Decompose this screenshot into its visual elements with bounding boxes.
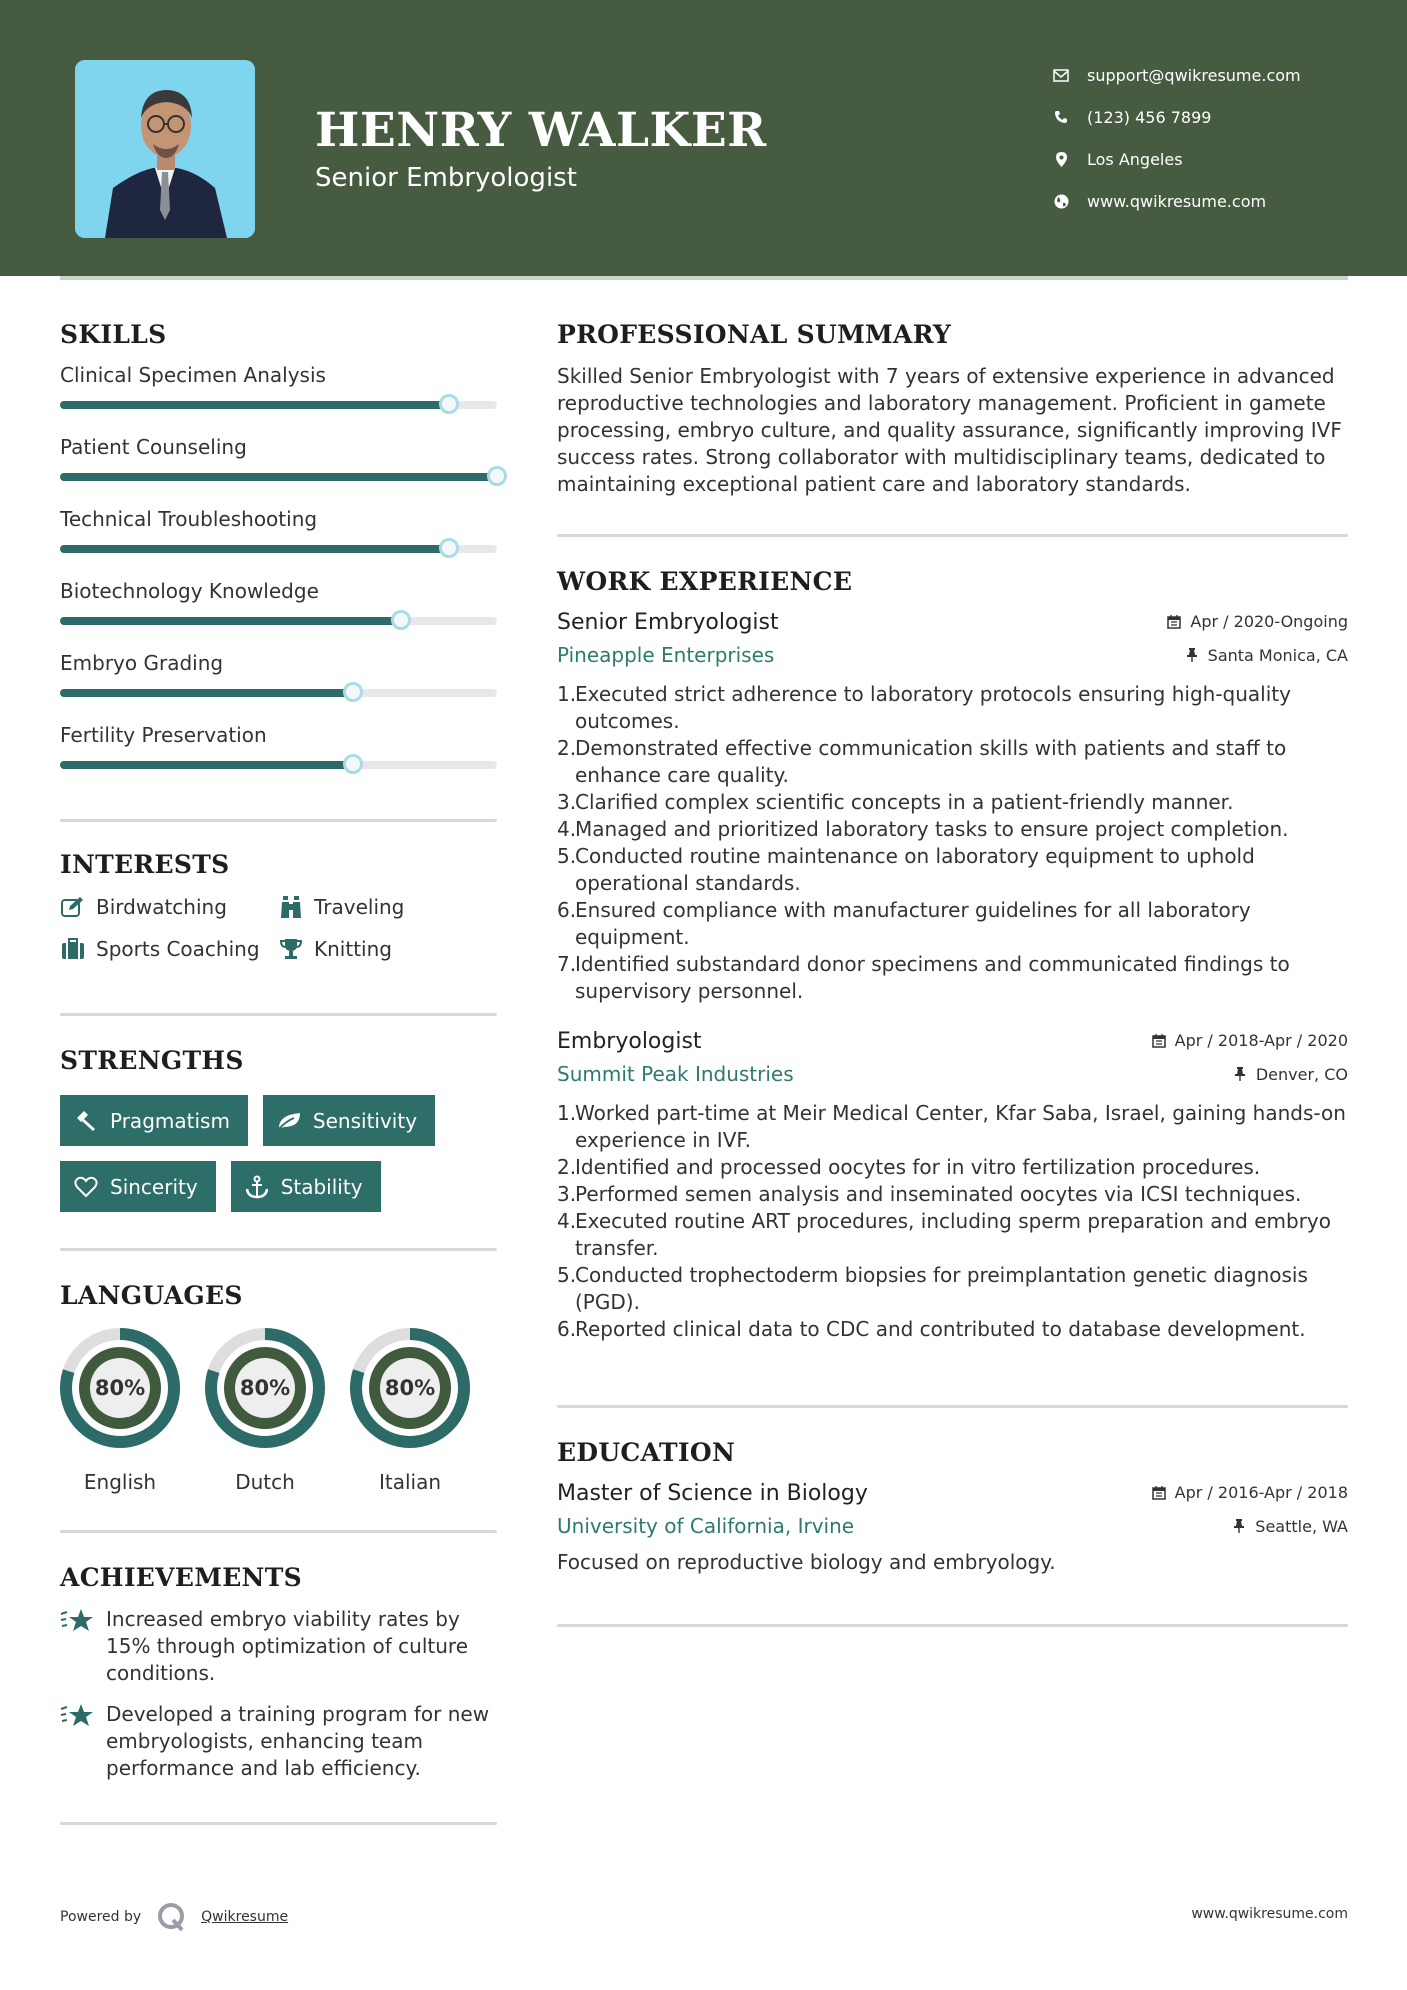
- language-item: [60, 1328, 180, 1494]
- skill-bar-thumb: [391, 610, 411, 630]
- profile-photo: [75, 60, 255, 238]
- anchor-icon: [243, 1174, 271, 1200]
- section-divider: [557, 534, 1348, 537]
- experience-section: [557, 567, 1348, 1343]
- skill-label: Embryo Grading: [60, 651, 224, 675]
- contact-website[interactable]: www.qwikresume.com: [1050, 180, 1301, 222]
- section-divider: [557, 1405, 1348, 1408]
- bullet-item: 4. Managed and prioritized laboratory tasks to ensure project completion.: [557, 817, 1289, 841]
- job-location: Denver, CO: [1232, 1065, 1348, 1084]
- language-name: English: [83, 1470, 157, 1494]
- company-name: Pineapple Enterprises: [557, 643, 775, 667]
- skill-bar-thumb: [439, 538, 459, 558]
- bullet-item: 3. Performed semen analysis and inseminated oocytes via ICSI techniques.: [557, 1182, 1302, 1206]
- heart-icon: [72, 1174, 100, 1200]
- calendar-icon: [1151, 1033, 1167, 1049]
- skill-bar-fill: [60, 545, 449, 553]
- powered-by-label: Powered by: [60, 1909, 142, 1925]
- job-entry: [557, 1029, 1348, 1343]
- education-section: [557, 1438, 1348, 1574]
- resume-header: [0, 0, 1407, 276]
- language-item: [350, 1328, 470, 1494]
- skill-bar-thumb: [439, 394, 459, 414]
- strengths-section: [60, 1046, 497, 1212]
- skill-item: [60, 579, 497, 625]
- calendar-icon: [1151, 1485, 1167, 1501]
- section-divider: [60, 819, 497, 822]
- language-item: [205, 1328, 325, 1494]
- section-title: PROFESSIONAL SUMMARY: [557, 320, 952, 349]
- bullet-item: 6. Reported clinical data to CDC and contributed to database development.: [557, 1317, 1306, 1341]
- job-bullets: [557, 1100, 1348, 1343]
- footer-website-link[interactable]: www.qwikresume.com: [1191, 1906, 1348, 1922]
- strength-badge: Stability: [231, 1161, 381, 1212]
- summary-section: [557, 320, 1348, 498]
- binoculars-icon: [278, 895, 304, 919]
- trophy-icon: [278, 937, 304, 961]
- shooting-star-icon: [60, 1606, 96, 1687]
- candidate-name: HENRY WALKER: [315, 103, 767, 158]
- right-column: [557, 320, 1348, 1627]
- footer-branding: [60, 1902, 288, 1932]
- skills-section: [60, 320, 497, 769]
- language-name: Dutch: [235, 1470, 295, 1494]
- job-bullets: [557, 681, 1348, 1005]
- section-title: INTERESTS: [60, 850, 230, 879]
- education-entry: [557, 1481, 1348, 1574]
- bullet-item: 5. Conducted trophectoderm biopsies for preimplantation genetic diagnosis (PGD).: [557, 1263, 1308, 1314]
- bullet-item: 6. Ensured compliance with manufacturer guidelines for all laboratory equipment.: [557, 898, 1251, 949]
- skill-bar-fill: [60, 617, 401, 625]
- section-title: EDUCATION: [557, 1438, 736, 1467]
- skill-bar: [60, 401, 497, 409]
- strength-badge: Sincerity: [60, 1161, 216, 1212]
- bullet-item: 1. Worked part-time at Meir Medical Center, Kfar Saba, Israel, gaining hands-on experience in IVF.: [557, 1101, 1346, 1152]
- skill-item: [60, 723, 497, 769]
- school-name: University of California, Irvine: [557, 1514, 855, 1538]
- interests-section: [60, 850, 497, 961]
- contact-list: [1050, 54, 1301, 222]
- section-divider: [557, 1624, 1348, 1627]
- interest-item: Sports Coaching: [60, 937, 278, 961]
- section-title: LANGUAGES: [60, 1281, 243, 1310]
- education-description: Focused on reproductive biology and embryology.: [557, 1550, 1056, 1574]
- company-name: Summit Peak Industries: [557, 1062, 794, 1086]
- education-location: Seattle, WA: [1231, 1517, 1348, 1536]
- achievement-item: Developed a training program for new embryologists, enhancing team performance and lab efficiency.: [60, 1701, 497, 1782]
- skill-label: Technical Troubleshooting: [60, 507, 318, 531]
- shooting-star-icon: [60, 1701, 96, 1782]
- envelope-icon: [1050, 64, 1072, 86]
- pushpin-icon: [1232, 1066, 1248, 1082]
- skill-item: [60, 363, 497, 409]
- section-divider: [60, 1530, 497, 1533]
- pushpin-icon: [1231, 1518, 1247, 1534]
- section-divider: [60, 1822, 497, 1825]
- degree-title: Master of Science in Biology: [557, 1481, 868, 1506]
- achievements-section: [60, 1563, 497, 1782]
- skill-bar-fill: [60, 401, 449, 409]
- contact-email[interactable]: support@qwikresume.com: [1050, 54, 1301, 96]
- job-date: Apr / 2020-Ongoing: [1166, 612, 1348, 631]
- summary-text: Skilled Senior Embryologist with 7 years of extensive experience in advanced reproductive technologies and laboratory management. Proficient in gamete processing, embryo culture, and quality assurance, significantly improving IVF success rates. Strong collaborator with multidisciplinary teams, dedicated to maintaining exceptional patient care and laboratory standards.: [557, 364, 1342, 496]
- skill-label: Clinical Specimen Analysis: [60, 363, 326, 387]
- job-title: Senior Embryologist: [557, 610, 779, 635]
- bullet-item: 4. Executed routine ART procedures, including sperm preparation and embryo transfer.: [557, 1209, 1331, 1260]
- section-title: ACHIEVEMENTS: [60, 1563, 302, 1592]
- contact-phone[interactable]: (123) 456 7899: [1050, 96, 1301, 138]
- suitcase-icon: [60, 937, 86, 961]
- candidate-title: Senior Embryologist: [315, 163, 577, 193]
- language-name: Italian: [378, 1470, 442, 1494]
- skill-bar-thumb: [487, 466, 507, 486]
- skill-item: [60, 435, 497, 481]
- qwikresume-logo-icon: [157, 1902, 187, 1932]
- bullet-item: 7. Identified substandard donor specimens and communicated findings to supervisory personnel.: [557, 952, 1290, 1003]
- skill-bar-thumb: [343, 754, 363, 774]
- skill-label: Fertility Preservation: [60, 723, 267, 747]
- bullet-item: 2. Identified and processed oocytes for in vitro fertilization procedures.: [557, 1155, 1261, 1179]
- skill-bar: [60, 617, 497, 625]
- skill-bar-fill: [60, 689, 353, 697]
- leaf-icon: [275, 1108, 303, 1134]
- job-date: Apr / 2018-Apr / 2020: [1151, 1031, 1348, 1050]
- qwikresume-link[interactable]: Qwikresume: [201, 1909, 289, 1925]
- bullet-item: 1. Executed strict adherence to laboratory protocols ensuring high-quality outcomes.: [557, 682, 1291, 733]
- section-title: SKILLS: [60, 320, 167, 349]
- languages-section: [60, 1281, 497, 1494]
- skill-item: [60, 651, 497, 697]
- person-portrait-icon: [75, 60, 255, 238]
- interest-item: Knitting: [278, 937, 478, 961]
- pushpin-icon: [1184, 647, 1200, 663]
- strength-badge: Pragmatism: [60, 1095, 248, 1146]
- edit-icon: [60, 895, 86, 919]
- job-entry: [557, 610, 1348, 1005]
- skill-bar-fill: [60, 473, 497, 481]
- achievement-item: Increased embryo viability rates by 15% through optimization of culture conditions.: [60, 1606, 497, 1687]
- globe-icon: [1050, 190, 1072, 212]
- job-location: Santa Monica, CA: [1184, 646, 1348, 665]
- interest-item: Birdwatching: [60, 895, 278, 919]
- skill-item: [60, 507, 497, 553]
- skill-bar: [60, 473, 497, 481]
- skill-label: Patient Counseling: [60, 435, 247, 459]
- bullet-item: 2. Demonstrated effective communication skills with patients and staff to enhance care quality.: [557, 736, 1287, 787]
- contact-location: Los Angeles: [1050, 138, 1301, 180]
- language-progress-ring: 80%: [350, 1328, 470, 1448]
- skill-label: Biotechnology Knowledge: [60, 579, 319, 603]
- header-divider: [60, 276, 1348, 280]
- skill-bar: [60, 545, 497, 553]
- skill-bar-fill: [60, 761, 353, 769]
- calendar-icon: [1166, 614, 1182, 630]
- gavel-icon: [72, 1108, 100, 1134]
- job-title: Embryologist: [557, 1029, 702, 1054]
- language-progress-ring: 80%: [60, 1328, 180, 1448]
- section-title: STRENGTHS: [60, 1046, 244, 1075]
- section-divider: [60, 1013, 497, 1016]
- section-divider: [60, 1248, 497, 1251]
- strength-badge: Sensitivity: [263, 1095, 435, 1146]
- bullet-item: 5. Conducted routine maintenance on laboratory equipment to uphold operational standards.: [557, 844, 1255, 895]
- interest-item: Traveling: [278, 895, 478, 919]
- phone-icon: [1050, 106, 1072, 128]
- education-date: Apr / 2016-Apr / 2018: [1151, 1483, 1348, 1502]
- map-pin-icon: [1050, 148, 1072, 170]
- section-title: WORK EXPERIENCE: [557, 567, 853, 596]
- skill-bar: [60, 689, 497, 697]
- language-progress-ring: 80%: [205, 1328, 325, 1448]
- left-column: [60, 320, 497, 1825]
- skill-bar-thumb: [343, 682, 363, 702]
- bullet-item: 3. Clarified complex scientific concepts in a patient-friendly manner.: [557, 790, 1234, 814]
- skill-bar: [60, 761, 497, 769]
